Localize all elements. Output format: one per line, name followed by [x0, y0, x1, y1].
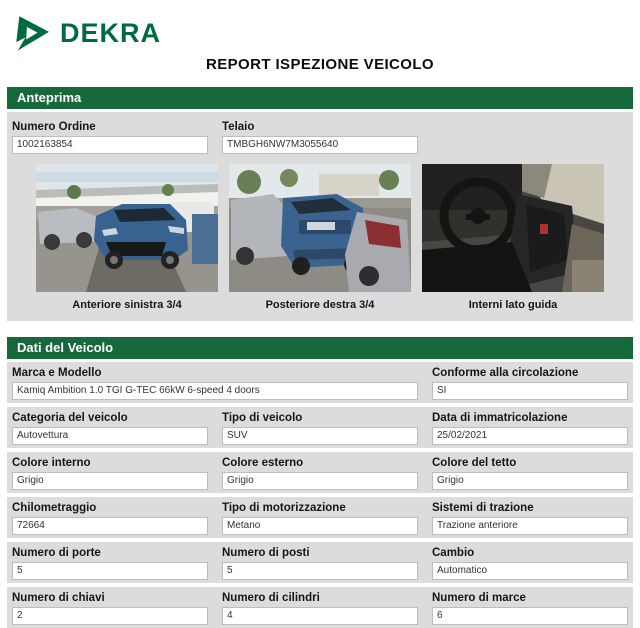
field-label: Sistemi di trazione [432, 502, 534, 514]
anteprima-panel [7, 112, 633, 321]
data-immatricolazione-input[interactable]: 25/02/2021 [432, 427, 628, 445]
conforme-circolazione-input[interactable]: SI [432, 382, 628, 400]
cambio-input[interactable]: Automatico [432, 562, 628, 580]
page-title: REPORT ISPEZIONE VEICOLO [206, 56, 434, 73]
figure-rear-right [229, 164, 411, 311]
field-colore-esterno [222, 456, 418, 490]
colore-tetto-input[interactable]: Grigio [432, 472, 628, 490]
field-label: Colore del tetto [432, 457, 517, 469]
field-label: Telaio [222, 121, 255, 133]
field-cambio [432, 546, 628, 580]
field-chilometraggio [12, 501, 208, 535]
marca-modello-input[interactable]: Kamiq Ambition 1.0 TGI G-TEC 66kW 6-speed 4 doors [12, 382, 418, 400]
colore-interno-input[interactable]: Grigio [12, 472, 208, 490]
field-label: Numero di cilindri [222, 592, 320, 604]
figure-front-left [36, 164, 218, 311]
data-row [7, 407, 633, 448]
field-numero-chiavi [12, 591, 208, 625]
photo-caption: Posteriore destra 3/4 [265, 299, 375, 311]
field-label: Numero di marce [432, 592, 526, 604]
data-row [7, 497, 633, 538]
field-tipo-motorizzazione [222, 501, 418, 535]
data-row [7, 452, 633, 493]
field-label: Colore interno [12, 457, 91, 469]
field-label: Colore esterno [222, 457, 304, 469]
field-label: Numero Ordine [12, 121, 96, 133]
field-numero-marce [432, 591, 628, 625]
dati-veicolo-header: Dati del Veicolo [7, 337, 633, 359]
photo-caption: Anteriore sinistra 3/4 [72, 299, 182, 311]
field-numero-cilindri [222, 591, 418, 625]
field-label: Numero di porte [12, 547, 101, 559]
field-marca-modello [12, 366, 418, 400]
field-label: Numero di chiavi [12, 592, 105, 604]
data-row [7, 587, 633, 628]
field-tipo-veicolo [222, 411, 418, 445]
field-label: Categoria del veicolo [12, 412, 128, 424]
field-label: Chilometraggio [12, 502, 97, 514]
field-telaio [222, 120, 418, 154]
section-dati-veicolo [7, 337, 633, 628]
sistemi-trazione-input[interactable]: Trazione anteriore [432, 517, 628, 535]
field-conforme-circolazione [432, 366, 628, 400]
field-categoria-veicolo [12, 411, 208, 445]
numero-porte-input[interactable]: 5 [12, 562, 208, 580]
field-label: Cambio [432, 547, 475, 559]
photo-caption: Interni lato guida [468, 299, 558, 311]
telaio-input[interactable]: TMBGH6NW7M3055640 [222, 136, 418, 154]
chilometraggio-input[interactable]: 72664 [12, 517, 208, 535]
field-numero-porte [12, 546, 208, 580]
tipo-motorizzazione-input[interactable]: Metano [222, 517, 418, 535]
data-row [7, 362, 633, 403]
logo-wordmark: DEKRA [60, 17, 162, 48]
numero-chiavi-input[interactable]: 2 [12, 607, 208, 625]
field-colore-interno [12, 456, 208, 490]
section-anteprima [7, 87, 633, 321]
vehicle-photo-rear-right [229, 164, 411, 292]
tipo-veicolo-input[interactable]: SUV [222, 427, 418, 445]
field-label: Data di immatricolazione [432, 412, 568, 424]
dekra-arrow-icon [14, 14, 52, 52]
field-label: Tipo di veicolo [222, 412, 303, 424]
field-label: Numero di posti [222, 547, 310, 559]
dekra-logo [0, 0, 640, 52]
data-row [7, 542, 633, 583]
vehicle-photo-front-left [36, 164, 218, 292]
colore-esterno-input[interactable]: Grigio [222, 472, 418, 490]
numero-cilindri-input[interactable]: 4 [222, 607, 418, 625]
categoria-veicolo-input[interactable]: Autovettura [12, 427, 208, 445]
field-data-immatricolazione [432, 411, 628, 445]
vehicle-photo-interior-driver-side [422, 164, 604, 292]
numero-posti-input[interactable]: 5 [222, 562, 418, 580]
numero-marce-input[interactable]: 6 [432, 607, 628, 625]
field-label: Conforme alla circolazione [432, 367, 579, 379]
figure-interior [422, 164, 604, 311]
field-colore-tetto [432, 456, 628, 490]
field-numero-ordine [12, 120, 208, 154]
field-label: Marca e Modello [12, 367, 102, 379]
field-numero-posti [222, 546, 418, 580]
numero-ordine-input[interactable]: 1002163854 [12, 136, 208, 154]
field-sistemi-trazione [432, 501, 628, 535]
field-label: Tipo di motorizzazione [222, 502, 346, 514]
anteprima-header: Anteprima [7, 87, 633, 109]
